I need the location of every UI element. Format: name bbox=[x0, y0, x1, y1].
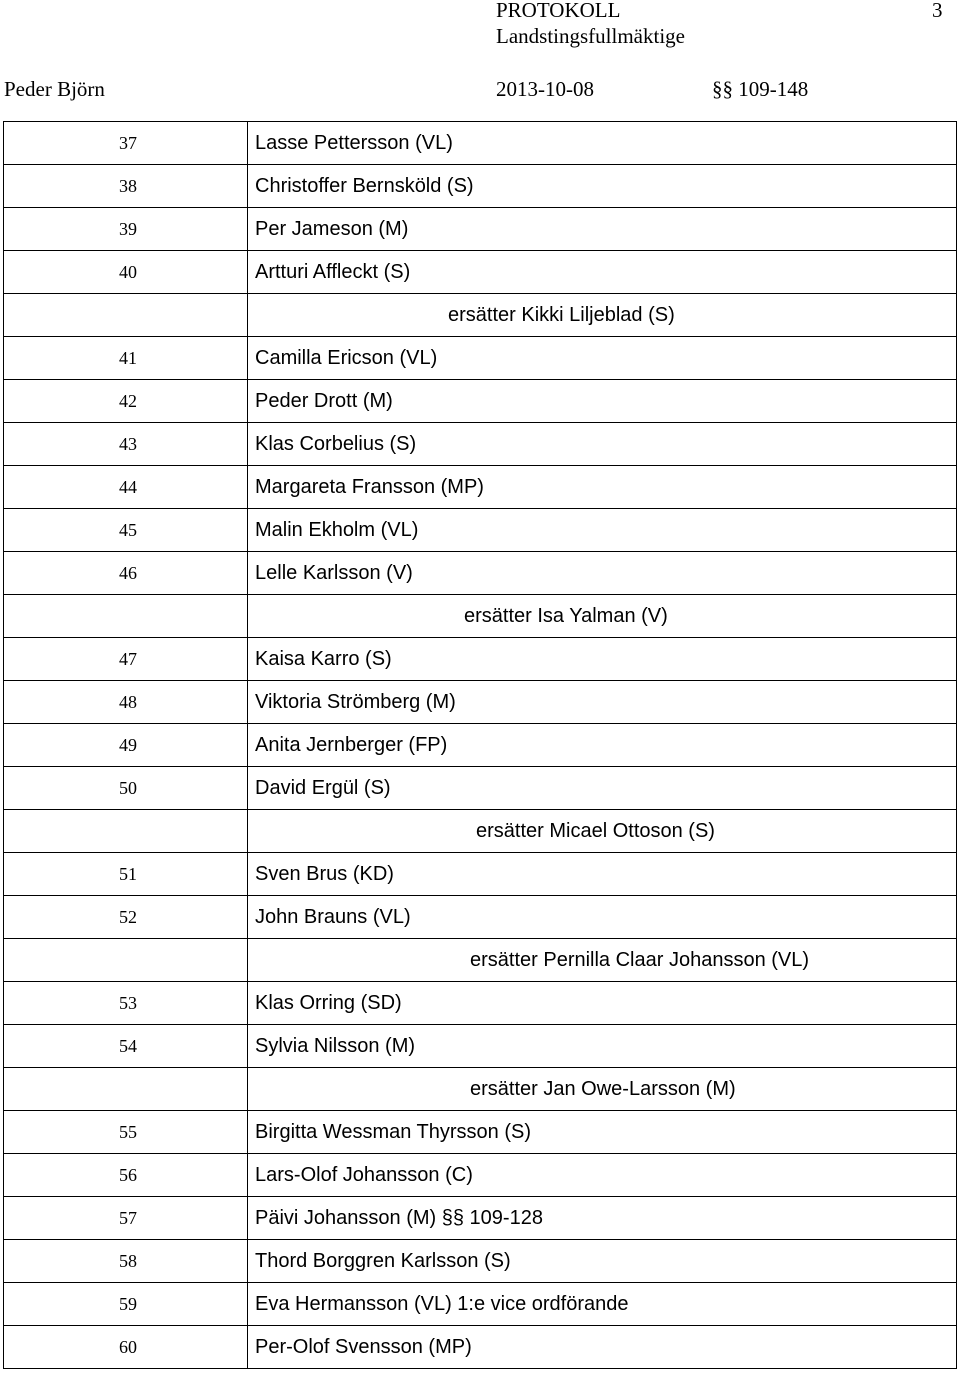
row-number: 40 bbox=[4, 251, 248, 294]
page-number: 3 bbox=[932, 0, 943, 22]
member-row bbox=[4, 767, 957, 810]
row-number: 53 bbox=[4, 982, 248, 1025]
row-number: 55 bbox=[4, 1111, 248, 1154]
member-name: Klas Orring (SD) bbox=[248, 982, 957, 1025]
member-name: Sven Brus (KD) bbox=[248, 853, 957, 896]
substitute-note: ersätter Kikki Liljeblad (S) bbox=[448, 303, 675, 326]
substitute-cell bbox=[248, 294, 957, 337]
substitute-note: ersätter Pernilla Claar Johansson (VL) bbox=[470, 948, 810, 971]
member-name: John Brauns (VL) bbox=[248, 896, 957, 939]
row-number: 52 bbox=[4, 896, 248, 939]
member-name: Per Jameson (M) bbox=[248, 208, 957, 251]
organization-name: Landstingsfullmäktige bbox=[496, 24, 685, 48]
row-number: 48 bbox=[4, 681, 248, 724]
row-number: 56 bbox=[4, 1154, 248, 1197]
row-number: 57 bbox=[4, 1197, 248, 1240]
member-row bbox=[4, 552, 957, 595]
row-number: 41 bbox=[4, 337, 248, 380]
row-number: 51 bbox=[4, 853, 248, 896]
row-number: 49 bbox=[4, 724, 248, 767]
row-number: 47 bbox=[4, 638, 248, 681]
row-number: 59 bbox=[4, 1283, 248, 1326]
member-name: David Ergül (S) bbox=[248, 767, 957, 810]
member-row bbox=[4, 681, 957, 724]
member-name: Birgitta Wessman Thyrsson (S) bbox=[248, 1111, 957, 1154]
row-number: 54 bbox=[4, 1025, 248, 1068]
row-number: 37 bbox=[4, 122, 248, 165]
substitute-row bbox=[4, 595, 957, 638]
member-row bbox=[4, 896, 957, 939]
member-name: Per-Olof Svensson (MP) bbox=[248, 1326, 957, 1369]
row-number: 38 bbox=[4, 165, 248, 208]
member-name: Lelle Karlsson (V) bbox=[248, 552, 957, 595]
member-row bbox=[4, 509, 957, 552]
author-name: Peder Björn bbox=[4, 77, 105, 101]
row-number: 58 bbox=[4, 1240, 248, 1283]
substitute-row bbox=[4, 939, 957, 982]
row-number: 44 bbox=[4, 466, 248, 509]
member-name: Viktoria Strömberg (M) bbox=[248, 681, 957, 724]
substitute-row bbox=[4, 294, 957, 337]
row-number bbox=[4, 939, 248, 982]
member-name: Eva Hermansson (VL) 1:e vice ordförande bbox=[248, 1283, 957, 1326]
row-number bbox=[4, 810, 248, 853]
row-number: 60 bbox=[4, 1326, 248, 1369]
member-row bbox=[4, 724, 957, 767]
row-number bbox=[4, 294, 248, 337]
member-name: Lasse Pettersson (VL) bbox=[248, 122, 957, 165]
document-type: PROTOKOLL bbox=[496, 0, 621, 22]
substitute-row bbox=[4, 810, 957, 853]
substitute-cell bbox=[248, 1068, 957, 1111]
member-name: Kaisa Karro (S) bbox=[248, 638, 957, 681]
row-number bbox=[4, 595, 248, 638]
substitute-row bbox=[4, 1068, 957, 1111]
member-name: Margareta Fransson (MP) bbox=[248, 466, 957, 509]
substitute-cell bbox=[248, 595, 957, 638]
member-row bbox=[4, 1111, 957, 1154]
member-row bbox=[4, 982, 957, 1025]
member-row bbox=[4, 165, 957, 208]
member-row bbox=[4, 122, 957, 165]
row-number: 46 bbox=[4, 552, 248, 595]
member-name: Lars-Olof Johansson (C) bbox=[248, 1154, 957, 1197]
substitute-note: ersätter Micael Ottoson (S) bbox=[476, 819, 715, 842]
member-row bbox=[4, 1240, 957, 1283]
member-name: Thord Borggren Karlsson (S) bbox=[248, 1240, 957, 1283]
member-name: Malin Ekholm (VL) bbox=[248, 509, 957, 552]
member-row bbox=[4, 638, 957, 681]
member-name: Päivi Johansson (M) §§ 109-128 bbox=[248, 1197, 957, 1240]
member-row bbox=[4, 1326, 957, 1369]
member-row bbox=[4, 337, 957, 380]
substitute-cell bbox=[248, 810, 957, 853]
member-row bbox=[4, 208, 957, 251]
row-number bbox=[4, 1068, 248, 1111]
meeting-date: 2013-10-08 bbox=[496, 77, 594, 101]
member-name: Sylvia Nilsson (M) bbox=[248, 1025, 957, 1068]
member-name: Peder Drott (M) bbox=[248, 380, 957, 423]
member-row bbox=[4, 466, 957, 509]
member-row bbox=[4, 251, 957, 294]
member-row bbox=[4, 1154, 957, 1197]
member-row bbox=[4, 1283, 957, 1326]
substitute-note: ersätter Jan Owe-Larsson (M) bbox=[470, 1077, 736, 1100]
row-number: 50 bbox=[4, 767, 248, 810]
paragraph-range: §§ 109-148 bbox=[712, 77, 809, 101]
attendance-table bbox=[3, 121, 957, 1369]
member-row bbox=[4, 1197, 957, 1240]
member-name: Artturi Affleckt (S) bbox=[248, 251, 957, 294]
row-number: 39 bbox=[4, 208, 248, 251]
row-number: 42 bbox=[4, 380, 248, 423]
row-number: 43 bbox=[4, 423, 248, 466]
member-row bbox=[4, 853, 957, 896]
member-row bbox=[4, 380, 957, 423]
member-name: Klas Corbelius (S) bbox=[248, 423, 957, 466]
member-row bbox=[4, 1025, 957, 1068]
member-name: Christoffer Bernsköld (S) bbox=[248, 165, 957, 208]
member-name: Anita Jernberger (FP) bbox=[248, 724, 957, 767]
substitute-note: ersätter Isa Yalman (V) bbox=[464, 604, 668, 627]
substitute-cell bbox=[248, 939, 957, 982]
member-name: Camilla Ericson (VL) bbox=[248, 337, 957, 380]
row-number: 45 bbox=[4, 509, 248, 552]
member-row bbox=[4, 423, 957, 466]
